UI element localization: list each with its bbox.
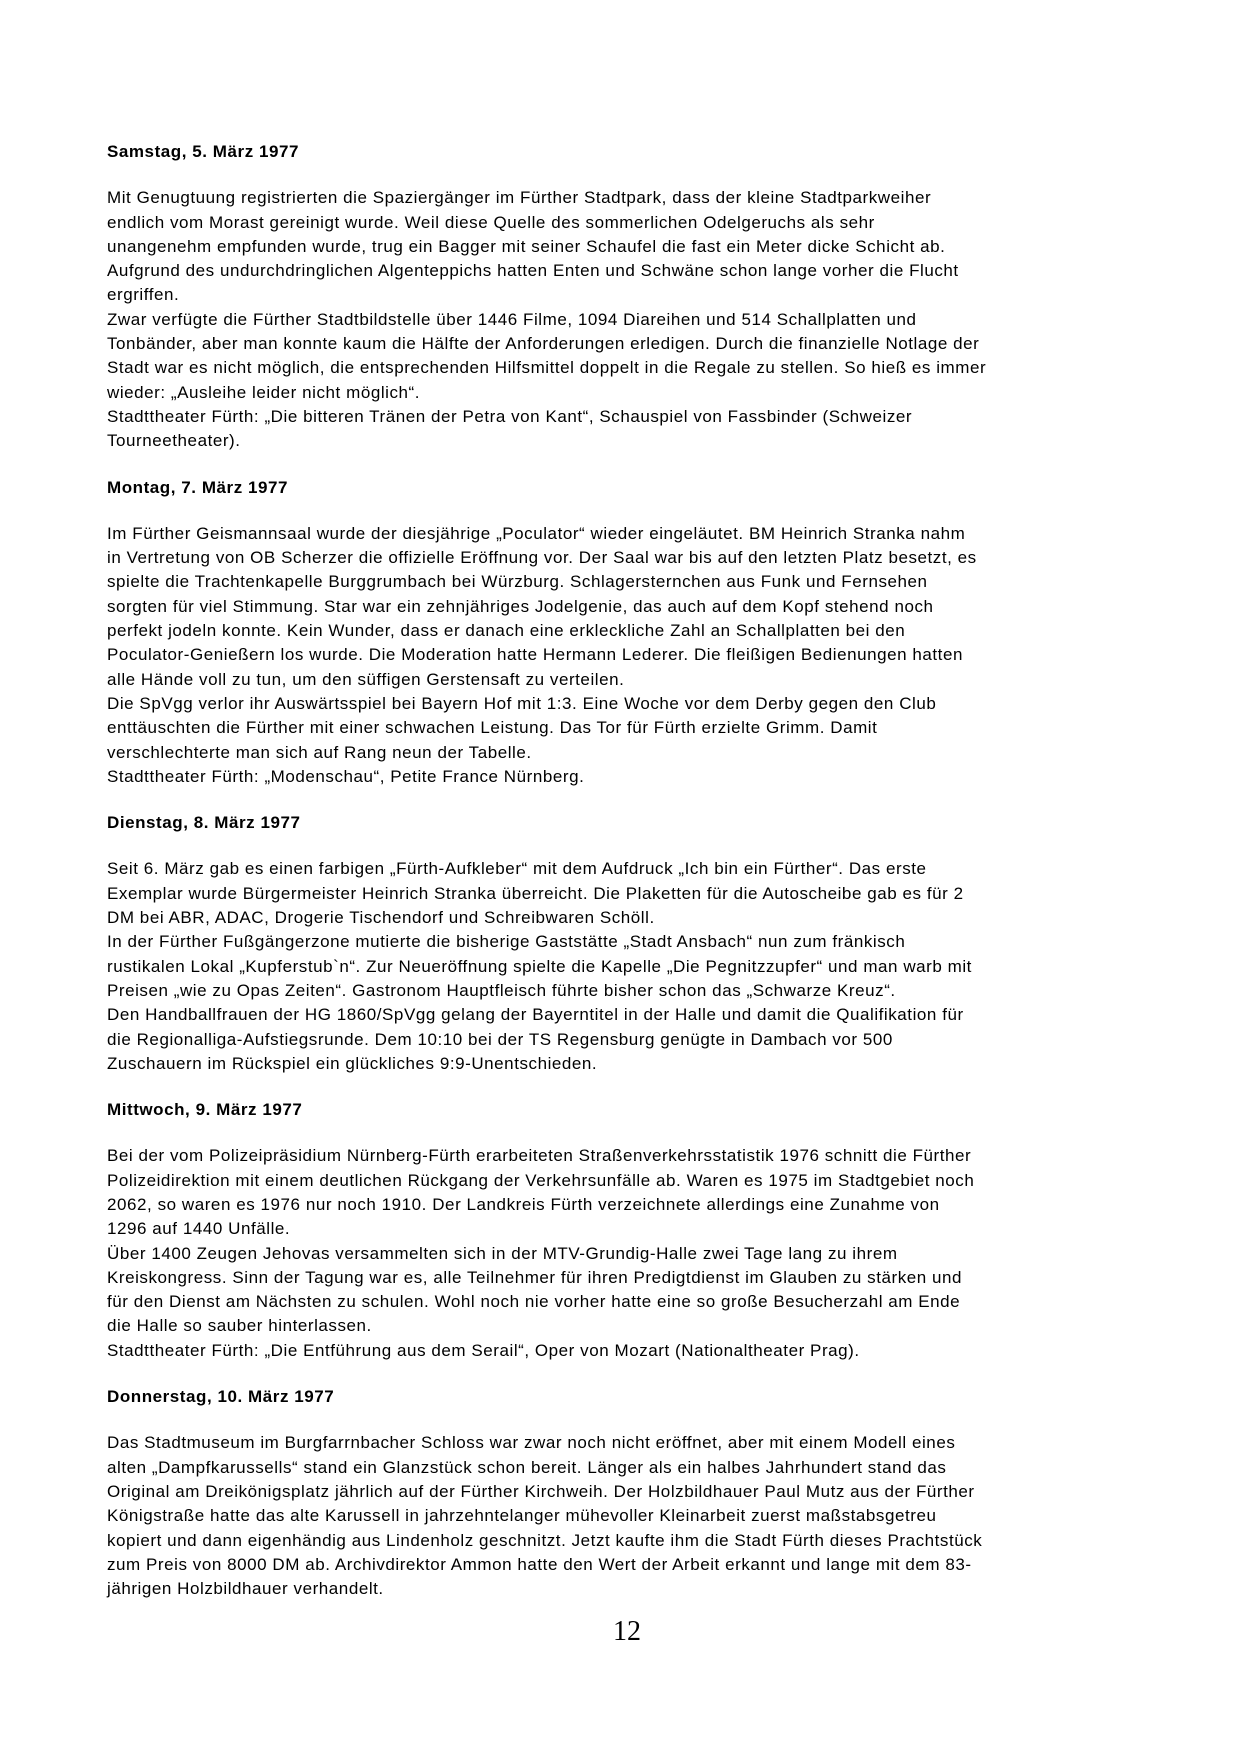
- text-line: endlich vom Morast gereinigt wurde. Weil diese Quelle des sommerlichen Odelgeruchs als sehr: [107, 212, 875, 232]
- section-paragraph: [107, 186, 1147, 453]
- text-line: Zuschauern im Rückspiel ein glückliches 9:9-Unentschieden.: [107, 1053, 598, 1073]
- text-line: die Regionalliga-Aufstiegsrunde. Dem 10:10 bei der TS Regensburg genügte in Dambach vor 500: [107, 1029, 893, 1049]
- section-paragraph: [107, 857, 1147, 1076]
- text-line: die Halle so sauber hinterlassen.: [107, 1316, 372, 1336]
- text-line: Zwar verfügte die Fürther Stadtbildstelle über 1446 Filme, 1094 Diareihen und 514 Schallplatten und: [107, 309, 917, 329]
- text-line: Stadttheater Fürth: „Modenschau“, Petite France Nürnberg.: [107, 766, 585, 786]
- text-line: In der Fürther Fußgängerzone mutierte die bisherige Gaststätte „Stadt Ansbach“ nun zum fränkisch: [107, 932, 906, 952]
- day-section: [107, 476, 1147, 790]
- text-line: Über 1400 Zeugen Jehovas versammelten sich in der MTV-Grundig-Halle zwei Tage lang zu ihrem: [107, 1243, 898, 1263]
- section-paragraph: [107, 1431, 1147, 1601]
- text-line: Die SpVgg verlor ihr Auswärtsspiel bei Bayern Hof mit 1:3. Eine Woche vor dem Derby gegen den Club: [107, 693, 937, 713]
- text-line: Aufgrund des undurchdringlichen Algenteppichs hatten Enten und Schwäne schon lange vorher die Flucht: [107, 261, 959, 281]
- text-line: kopiert und dann eigenhändig aus Lindenholz geschnitzt. Jetzt kaufte ihm die Stadt Fürth dieses Prachtstück: [107, 1530, 983, 1550]
- section-heading: Donnerstag, 10. März 1977: [107, 1387, 335, 1407]
- text-line: DM bei ABR, ADAC, Drogerie Tischendorf und Schreibwaren Schöll.: [107, 908, 655, 928]
- day-section: [107, 811, 1147, 1076]
- text-line: Exemplar wurde Bürgermeister Heinrich Stranka überreicht. Die Plaketten für die Autoscheibe gab es für 2: [107, 883, 964, 903]
- text-line: Poculator-Genießern los wurde. Die Moderation hatte Hermann Lederer. Die fleißigen Bedienungen hatten: [107, 645, 963, 665]
- text-line: Kreiskongress. Sinn der Tagung war es, alle Teilnehmer für ihren Predigtdienst im Glauben zu stärken und: [107, 1267, 963, 1287]
- text-line: Preisen „wie zu Opas Zeiten“. Gastronom Hauptfleisch führte bisher schon das „Schwarze Kreuz“.: [107, 980, 896, 1000]
- text-line: Mit Genugtuung registrierten die Spaziergänger im Fürther Stadtpark, dass der kleine Stadtparkweiher: [107, 188, 932, 208]
- text-line: alten „Dampfkarussells“ stand ein Glanzstück schon bereit. Länger als ein halbes Jahrhundert stand das: [107, 1457, 947, 1477]
- text-line: Stadttheater Fürth: „Die Entführung aus dem Serail“, Oper von Mozart (Nationaltheater Prag).: [107, 1340, 860, 1360]
- text-line: perfekt jodeln konnte. Kein Wunder, dass er danach eine erkleckliche Zahl an Schallplatten bei den: [107, 621, 906, 641]
- text-line: Seit 6. März gab es einen farbigen „Fürth-Aufkleber“ mit dem Aufdruck „Ich bin ein Fürther“. Das erste: [107, 859, 927, 879]
- section-heading: Mittwoch, 9. März 1977: [107, 1100, 303, 1120]
- page-number: 12: [613, 1616, 641, 1647]
- document-body: [107, 140, 1147, 1601]
- text-line: alle Hände voll zu tun, um den süffigen Gerstensaft zu verteilen.: [107, 669, 625, 689]
- text-line: wieder: „Ausleihe leider nicht möglich“.: [107, 382, 421, 402]
- text-line: ergriffen.: [107, 285, 180, 305]
- text-line: Im Fürther Geismannsaal wurde der diesjährige „Poculator“ wieder eingeläutet. BM Heinrich Stranka nahm: [107, 523, 966, 543]
- text-line: Stadt war es nicht möglich, die entsprechenden Hilfsmittel doppelt in die Regale zu stellen. So hieß es immer: [107, 358, 987, 378]
- text-line: in Vertretung von OB Scherzer die offizielle Eröffnung vor. Der Saal war bis auf den letzten Platz besetzt, es: [107, 548, 977, 568]
- text-line: für den Dienst am Nächsten zu schulen. Wohl noch nie vorher hatte eine so große Besucherzahl am Ende: [107, 1292, 961, 1312]
- text-line: Den Handballfrauen der HG 1860/SpVgg gelang der Bayerntitel in der Halle und damit die Qualifikation für: [107, 1005, 964, 1025]
- text-line: spielte die Trachtenkapelle Burggrumbach bei Würzburg. Schlagersternchen aus Funk und Fernsehen: [107, 572, 928, 592]
- text-line: Stadttheater Fürth: „Die bitteren Tränen der Petra von Kant“, Schauspiel von Fassbinder (Schweizer: [107, 406, 913, 426]
- section-heading: Montag, 7. März 1977: [107, 477, 289, 497]
- text-line: Tourneetheater).: [107, 431, 241, 451]
- section-heading: Dienstag, 8. März 1977: [107, 813, 301, 833]
- day-section: [107, 1385, 1147, 1601]
- text-line: Bei der vom Polizeipräsidium Nürnberg-Fürth erarbeiteten Straßenverkehrsstatistik 1976 schnitt die Fürther: [107, 1146, 972, 1166]
- text-line: unangenehm empfunden wurde, trug ein Bagger mit seiner Schaufel die fast ein Meter dicke Schicht ab.: [107, 236, 946, 256]
- text-line: 2062, so waren es 1976 nur noch 1910. Der Landkreis Fürth verzeichnete allerdings eine Zunahme von: [107, 1194, 940, 1214]
- text-line: 1296 auf 1440 Unfälle.: [107, 1219, 291, 1239]
- section-paragraph: [107, 1144, 1147, 1363]
- text-line: Königstraße hatte das alte Karussell in jahrzehntelanger mühevoller Kleinarbeit zuerst maßstabsgetreu: [107, 1506, 937, 1526]
- section-paragraph: [107, 522, 1147, 789]
- text-line: rustikalen Lokal „Kupferstub`n“. Zur Neueröffnung spielte die Kapelle „Die Pegnitzzupfer“ und man warb mit: [107, 956, 972, 976]
- text-line: zum Preis von 8000 DM ab. Archivdirektor Ammon hatte den Wert der Arbeit erkannt und lange mit dem 83-: [107, 1554, 972, 1574]
- text-line: verschlechterte man sich auf Rang neun der Tabelle.: [107, 742, 532, 762]
- section-heading: Samstag, 5. März 1977: [107, 142, 300, 161]
- text-line: sorgten für viel Stimmung. Star war ein zehnjähriges Jodelgenie, das auch auf dem Kopf stehend noch: [107, 596, 934, 616]
- day-section: [107, 140, 1147, 454]
- text-line: Tonbänder, aber man konnte kaum die Hälfte der Anforderungen erledigen. Durch die finanzielle Notlage der: [107, 334, 980, 354]
- day-section: [107, 1098, 1147, 1363]
- text-line: enttäuschten die Fürther mit einer schwachen Leistung. Das Tor für Fürth erzielte Grimm. Damit: [107, 718, 878, 738]
- text-line: Polizeidirektion mit einem deutlichen Rückgang der Verkehrsunfälle ab. Waren es 1975 im Stadtgebiet noch: [107, 1170, 975, 1190]
- text-line: jährigen Holzbildhauer verhandelt.: [107, 1579, 384, 1599]
- text-line: Das Stadtmuseum im Burgfarrnbacher Schloss war zwar noch nicht eröffnet, aber mit einem Modell eines: [107, 1433, 956, 1453]
- text-line: Original am Dreikönigsplatz jährlich auf der Fürther Kirchweih. Der Holzbildhauer Paul Mutz aus der Fürther: [107, 1481, 975, 1501]
